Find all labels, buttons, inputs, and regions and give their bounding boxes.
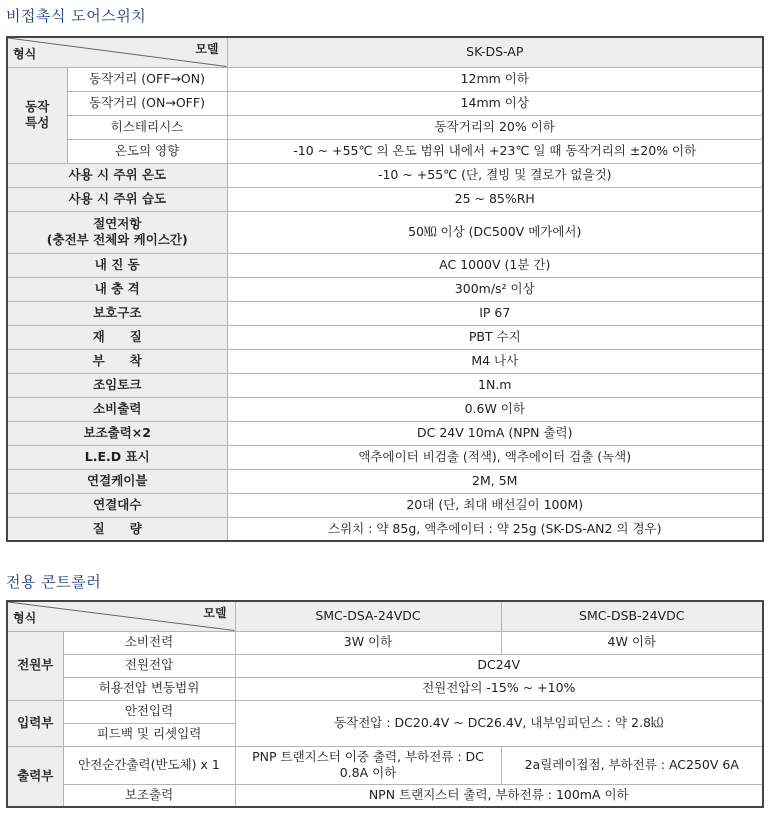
controller-row xyxy=(7,654,763,677)
spec-value: 스위치 : 약 85g, 액추에이터 : 약 25g (SK-DS-AN2 의 경우) xyxy=(227,517,763,541)
spec-value: 전원전압의 -15% ~ +10% xyxy=(235,677,763,700)
diagonal-divider xyxy=(8,602,235,631)
spec-label: 사용 시 주위 온도 xyxy=(7,163,227,187)
controller-spec-table xyxy=(6,600,764,808)
spec-row xyxy=(7,493,763,517)
spec-value: 2M, 5M xyxy=(227,469,763,493)
spec-label: 동작거리 (ON→OFF) xyxy=(67,91,227,115)
spec-label: 히스테리시스 xyxy=(67,115,227,139)
spec-value: 액추에이터 비검출 (적색), 액추에이터 검출 (녹색) xyxy=(227,445,763,469)
spec-value: DC 24V 10mA (NPN 출력) xyxy=(227,421,763,445)
spec-value: 12mm 이하 xyxy=(227,67,763,91)
spec-value: 14mm 이상 xyxy=(227,91,763,115)
spec-row xyxy=(7,517,763,541)
controller-row xyxy=(7,700,763,723)
spec-label: 소비전력 xyxy=(63,631,235,654)
controller-row xyxy=(7,746,763,784)
spec-value: 20대 (단, 최대 배선길이 100M) xyxy=(227,493,763,517)
spec-row xyxy=(7,67,763,91)
spec-row xyxy=(7,421,763,445)
type-model-header-cell xyxy=(7,37,227,67)
group-label-operating xyxy=(7,67,67,163)
group-label-output: 출력부 xyxy=(7,746,63,807)
spec-value: 0.6W 이하 xyxy=(227,397,763,421)
controller-header-row xyxy=(7,601,763,631)
controller-row xyxy=(7,677,763,700)
spec-label: 허용전압 변동범위 xyxy=(63,677,235,700)
section-title-controller: 전용 콘트롤러 xyxy=(6,573,102,591)
type-label: 형식 xyxy=(13,46,37,61)
spec-value: 50㏁ 이상 (DC500V 메가에서) xyxy=(227,211,763,253)
group-label-power: 전원부 xyxy=(7,631,63,700)
spec-row xyxy=(7,373,763,397)
spec-row xyxy=(7,349,763,373)
spec-label: 질 량 xyxy=(7,517,227,541)
model-label: 모델 xyxy=(203,606,227,620)
diagonal-divider xyxy=(8,38,227,67)
spec-label: L.E.D 표시 xyxy=(7,445,227,469)
spec-label: 내 진 동 xyxy=(7,253,227,277)
spec-value: PNP 트랜지스터 이중 출력, 부하전류 : DC 0.8A 이하 xyxy=(235,746,501,784)
spec-value: 2a릴레이접점, 부하전류 : AC250V 6A xyxy=(501,746,763,784)
spec-label: 재 질 xyxy=(7,325,227,349)
spec-label: 내 충 격 xyxy=(7,277,227,301)
controller-row xyxy=(7,784,763,807)
spec-value: DC24V xyxy=(235,654,763,677)
spec-label: 보조출력 xyxy=(63,784,235,807)
spec-label-text: 절연저항 (충전부 전체와 케이스간) xyxy=(46,215,188,247)
spec-header-row xyxy=(7,37,763,67)
spec-value: AC 1000V (1분 간) xyxy=(227,253,763,277)
spec-row xyxy=(7,469,763,493)
spec-value: PBT 수지 xyxy=(227,325,763,349)
spec-value: IP 67 xyxy=(227,301,763,325)
spec-label: 보조출력×2 xyxy=(7,421,227,445)
spec-value: M4 나사 xyxy=(227,349,763,373)
spec-value: -10 ~ +55℃ 의 온도 범위 내에서 +23℃ 일 때 동작거리의 ±20% 이하 xyxy=(227,139,763,163)
spec-label: 안전입력 xyxy=(63,700,235,723)
spec-row xyxy=(7,325,763,349)
spec-label: 사용 시 주위 습도 xyxy=(7,187,227,211)
section-title-door-switch: 비접촉식 도어스위치 xyxy=(6,7,147,25)
spec-row xyxy=(7,115,763,139)
spec-row xyxy=(7,397,763,421)
spec-value: -10 ~ +55℃ (단, 결빙 및 결로가 없을것) xyxy=(227,163,763,187)
model-b: SMC-DSB-24VDC xyxy=(501,601,763,631)
spec-label: 연결대수 xyxy=(7,493,227,517)
spec-row xyxy=(7,301,763,325)
spec-label xyxy=(7,211,227,253)
spec-label: 조임토크 xyxy=(7,373,227,397)
spec-value: 300m/s² 이상 xyxy=(227,277,763,301)
model-a: SMC-DSA-24VDC xyxy=(235,601,501,631)
spec-label: 동작거리 (OFF→ON) xyxy=(67,67,227,91)
spec-row xyxy=(7,277,763,301)
spec-row xyxy=(7,91,763,115)
spec-row xyxy=(7,187,763,211)
spec-value: 동작거리의 20% 이하 xyxy=(227,115,763,139)
spec-label: 전원전압 xyxy=(63,654,235,677)
spec-label: 부 착 xyxy=(7,349,227,373)
controller-row xyxy=(7,631,763,654)
model-value: SK-DS-AP xyxy=(227,37,763,67)
type-label: 형식 xyxy=(13,610,37,625)
spec-row xyxy=(7,211,763,253)
spec-value: 4W 이하 xyxy=(501,631,763,654)
door-switch-spec-table xyxy=(6,36,764,542)
group-label-input: 입력부 xyxy=(7,700,63,746)
spec-value: 동작전압 : DC20.4V ~ DC26.4V, 내부임피던스 : 약 2.8㏀ xyxy=(235,700,763,746)
spec-value: 1N.m xyxy=(227,373,763,397)
spec-value: NPN 트랜지스터 출력, 부하전류 : 100mA 이하 xyxy=(235,784,763,807)
spec-row xyxy=(7,163,763,187)
spec-label: 피드백 및 리셋입력 xyxy=(63,723,235,746)
spec-label: 보호구조 xyxy=(7,301,227,325)
spec-row xyxy=(7,445,763,469)
type-model-header-cell xyxy=(7,601,235,631)
spec-label: 연결케이블 xyxy=(7,469,227,493)
spec-value: 25 ~ 85%RH xyxy=(227,187,763,211)
spec-label: 소비출력 xyxy=(7,397,227,421)
model-label: 모델 xyxy=(195,42,219,56)
spec-label: 안전순간출력(반도체) x 1 xyxy=(63,746,235,784)
spec-row xyxy=(7,139,763,163)
spec-value: 3W 이하 xyxy=(235,631,501,654)
spec-label: 온도의 영향 xyxy=(67,139,227,163)
spec-row xyxy=(7,253,763,277)
group-label-text: 동작 특성 xyxy=(25,98,50,130)
